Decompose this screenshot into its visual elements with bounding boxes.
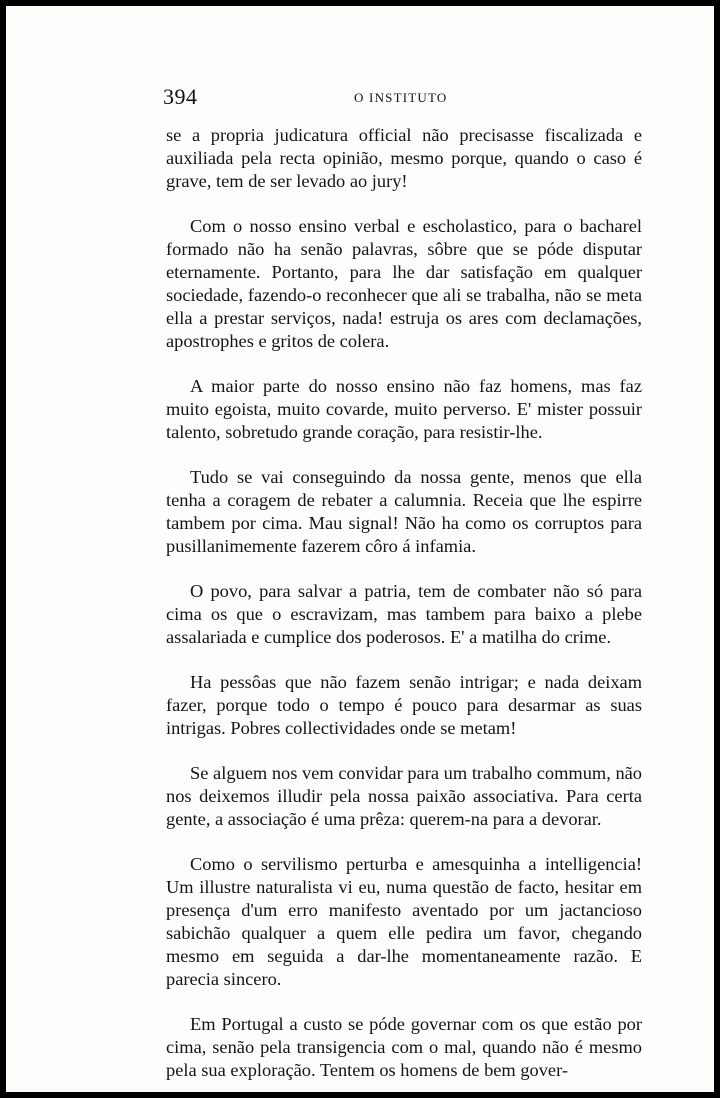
book-page [6, 6, 714, 1092]
paragraph: O povo, para salvar a patria, tem de combater não só para cima os que o escravizam, mas tambem para baixo a plebe assalariada e cumplice dos poderosos. E' a matilha do crime. [166, 581, 642, 647]
paragraph: Com o nosso ensino verbal e escholastico, para o bacharel formado não ha senão palavras, sôbre que se póde disputar eternamente. Portanto, para lhe dar satisfação em qualquer sociedade, fazendo-o reconhecer que ali se trabalha, não se meta ella a prestar serviços, nada! estruja os ares com declamações, apostrophes e gritos de colera. [166, 216, 642, 351]
paragraph: se a propria judicatura official não precisasse fiscalizada e auxiliada pela recta opinião, mesmo porque, quando o caso é grave, tem de ser levado ao jury! [166, 125, 642, 191]
paragraph: A maior parte do nosso ensino não faz homens, mas faz muito egoista, muito covarde, muito perverso. E' mister possuir talento, sobretudo grande coração, para resistir-lhe. [166, 376, 642, 442]
paragraph: Tudo se vai conseguindo da nossa gente, menos que ella tenha a coragem de rebater a calumnia. Receia que lhe espirre tambem por cima. Mau signal! Não ha como os corruptos para pusillanimemente fazerem côro á infamia. [166, 467, 642, 556]
body-text [166, 124, 642, 1082]
page-number: 394 [163, 84, 198, 109]
paragraph: Se alguem nos vem convidar para um trabalho commum, não nos deixemos illudir pela nossa paixão associativa. Para certa gente, a associação é uma prêza: querem-na para a devorar. [166, 763, 642, 829]
running-title: O INSTITUTO [354, 90, 448, 105]
paragraph: Como o servilismo perturba e amesquinha a intelligencia! Um illustre naturalista vi eu, numa questão de facto, hesitar em presença d'um erro manifesto aventado por um jactancioso sabichão qualquer a quem elle pedira um favor, chegando mesmo em seguida a dar-lhe momentaneamente razão. E parecia sincero. [166, 854, 642, 989]
paragraph: Ha pessôas que não fazem senão intrigar; e nada deixam fazer, porque todo o tempo é pouco para desarmar as suas intrigas. Pobres collectividades onde se metam! [166, 672, 642, 738]
page-header [6, 84, 714, 114]
paragraph: Em Portugal a custo se póde governar com os que estão por cima, senão pela transigencia com o mal, quando não é mesmo pela sua exploração. Tentem os homens de bem gover- [166, 1014, 642, 1080]
